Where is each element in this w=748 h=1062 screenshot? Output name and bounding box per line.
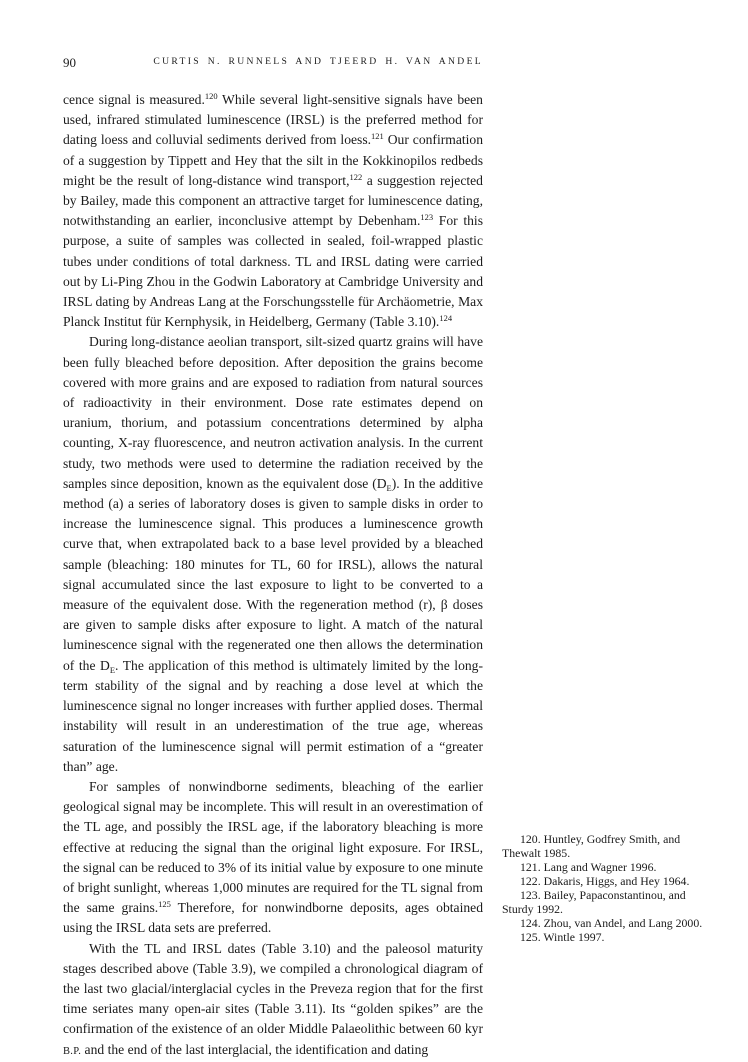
text-run: For samples of nonwindborne sediments, bleaching of the earlier geological signal may be incomplete. This will result in an overestimation of the TL age, and possibly the IRSL age, if the laboratory bleaching is more effective at reducing the signal than the original light exposure. For IRSL, the signal can be reduced to 3% of its initial value by exposure to one minute of bright sunlight, whereas 1,000 minutes are required for the TL signal from the same grains. — [63, 778, 483, 916]
text-run: With the TL and IRSL dates (Table 3.10) and the paleosol maturity stages described above (Table 3.9), we compiled a chronological diagram of the last two glacial/interglacial cycles in the Preveza region that for the first time seriates many open-air sites (Table 3.11). Its “golden spikes” are the confirmation of the existence of an older Middle Palaeolithic between 60 kyr — [63, 940, 483, 1037]
footnotes — [502, 832, 720, 944]
text-run: and the end of the last interglacial, the identification and dating — [81, 1041, 429, 1057]
running-head — [63, 55, 483, 73]
footnote-124: 124. Zhou, van Andel, and Lang 2000. — [520, 916, 703, 930]
text-run: Therefore, for nonwindborne deposits, ages obtained using the IRSL data sets are preferred. — [63, 900, 483, 936]
text-run: cence signal is measured. — [63, 92, 205, 107]
footnote-120: 120. Huntley, Godfrey Smith, and Thewalt 1985. — [502, 832, 681, 860]
text-run: While several light-sensitive signals have been used, infrared stimulated luminescence (IRSL) is the preferred method for dating loess and colluvial sediments derived from loess. — [63, 92, 483, 148]
footnote-121: 121. Lang and Wagner 1996. — [520, 860, 657, 874]
subscript-e: E — [109, 664, 116, 675]
main-text — [63, 90, 483, 1062]
text-run: ). In the additive method (a) a series of laboratory doses is given to sample disks in order to increase the luminescence signal. This produces a luminescence growth curve that, when extrapolated back to a base level provided by a bleached sample (bleaching: 180 minutes for TL, 60 for IRSL), allows the natural signal accumulated since the last exposure to light to be converted to a measure of the equivalent dose. With the regeneration method (r), β doses are given to sample disks after exposure to light. A match of the natural luminescence signal with the regenerated one then allows the determination of the D — [63, 475, 484, 673]
note-ref-121: 121 — [371, 131, 384, 142]
text-run: a suggestion rejected by Bailey, made this component an attractive target for luminescence dating, notwithstanding an earlier, inconclusive attempt by Debenham. — [63, 172, 483, 229]
note-ref-122: 122 — [349, 171, 363, 182]
footnote-125: 125. Wintle 1997. — [520, 930, 605, 944]
footnote-122: 122. Dakaris, Higgs, and Hey 1964. — [520, 874, 690, 888]
note-ref-125: 125 — [158, 899, 171, 910]
text-run: For this purpose, a suite of samples was collected in sealed, foil-wrapped plastic tubes under conditions of total darkness. TL and IRSL dating were carried out by Li-Ping Zhou in the Godwin Laboratory at Cambridge University and IRSL dating by Andreas Lang at the Forschungsstelle für Archäometrie, Max Planck Institut für Kernphysik, in Heidelberg, Germany (Table 3.10). — [63, 213, 483, 330]
page-number: 90 — [63, 55, 76, 70]
paragraph-3 — [63, 777, 483, 939]
text-run: . The application of this method is ultimately limited by the long-term stability of the signal and by reaching a dose level at which the luminescence signal no longer increases with further applied doses. Thermal instability will result in an underestimation of the true age, whereas saturation of the luminescence signal will permit estimation of a “greater than” age. — [63, 657, 484, 774]
footnote-123: 123. Bailey, Papaconstantinou, and Sturdy 1992. — [502, 888, 686, 916]
note-ref-120: 120 — [204, 91, 218, 101]
note-ref-124: 124 — [439, 313, 453, 324]
running-head-authors: CURTIS N. RUNNELS AND TJEERD H. VAN ANDEL — [153, 56, 483, 67]
small-caps-bp: B.P. — [63, 1045, 82, 1057]
note-ref-123: 123 — [420, 212, 434, 223]
paragraph-1 — [63, 90, 483, 332]
subscript-e: E — [386, 482, 392, 493]
text-run: Our confirmation of a suggestion by Tippett and Hey that the silt in the Kokkinopilos redbeds might be the result of long-distance wind transport, — [63, 132, 483, 188]
paragraph-2 — [63, 332, 483, 776]
paragraph-4 — [63, 939, 483, 1062]
text-run: During long-distance aeolian transport, silt-sized quartz grains will have been fully bleached before deposition. After deposition the grains become covered with more grains and are exposed to radiation from natural sources of radioactivity in their environment. Dose rate estimates depend on uranium, thorium, and potassium concentrations determined by alpha counting, X-ray fluorescence, and neutron activation analysis. In the current study, two methods were used to determine the radiation received by the samples since deposition, known as the equivalent dose (D — [63, 334, 483, 491]
